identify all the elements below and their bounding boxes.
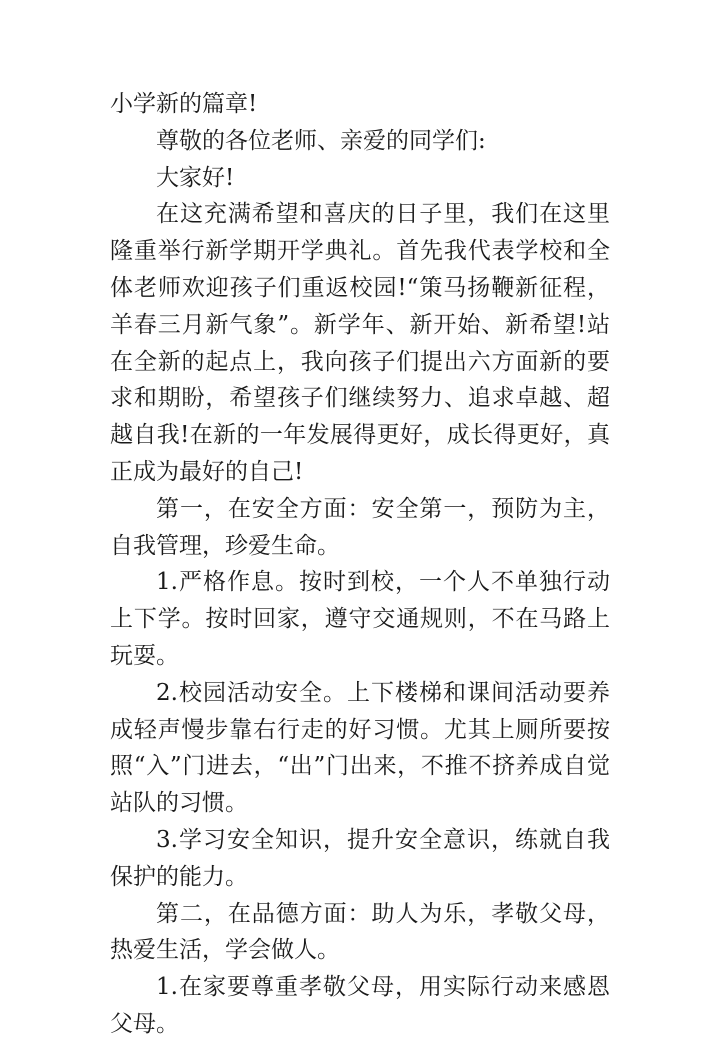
paragraph-safety-item-1: 1.严格作息。按时到校，一个人不单独行动上下学。按时回家，遵守交通规则，不在马路上玩耍。 [110, 569, 610, 669]
paragraph-morality-item-1: 1.在家要尊重孝敬父母，用实际行动来感恩父母。 [110, 974, 610, 1037]
paragraph-opening-fragment: 小学新的篇章! [110, 91, 258, 117]
paragraph-safety-item-2: 2.校园活动安全。上下楼梯和课间活动要养成轻声慢步靠右行走的好习惯。尤其上厕所要按照“入”门进去，“出”门出来，不推不挤养成自觉站队的习惯。 [110, 679, 610, 817]
document-body [110, 86, 610, 1043]
paragraph-introduction: 在这充满希望和喜庆的日子里，我们在这里隆重举行新学期开学典礼。首先我代表学校和全体老师欢迎孩子们重返校园!“策马扬鞭新征程，羊春三月新气象”。新学年、新开始、新希望!站在全新的起点上，我向孩子们提出六方面新的要求和期盼，希望孩子们继续努力、追求卓越、超越自我!在新的一年发展得更好，成长得更好，真正成为最好的自己! [110, 201, 610, 485]
paragraph-section-morality: 第二，在品德方面：助人为乐，孝敬父母，热爱生活，学会做人。 [110, 900, 610, 964]
paragraph-salutation: 尊敬的各位老师、亲爱的同学们: [156, 127, 486, 154]
paragraph-greeting: 大家好! [156, 164, 235, 191]
paragraph-section-safety: 第一，在安全方面：安全第一，预防为主，自我管理，珍爱生命。 [110, 495, 610, 559]
paragraph-safety-item-3: 3.学习安全知识，提升安全意识，练就自我保护的能力。 [110, 826, 610, 890]
